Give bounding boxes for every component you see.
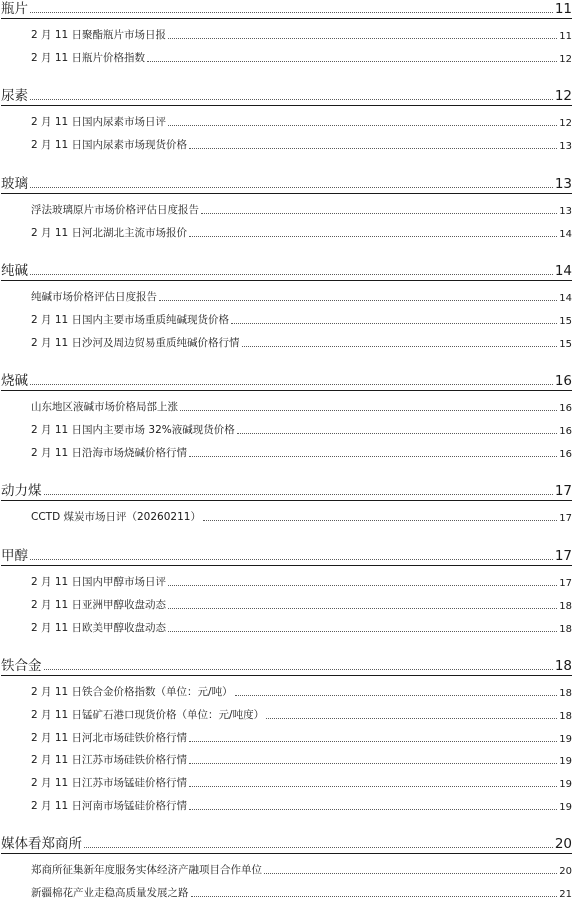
toc-section[interactable]: [1, 0, 572, 17]
toc-entry-title: 2 月 11 日河北市场硅铁价格行情: [31, 731, 188, 744]
toc-entry-title: 郑商所征集新年度服务实体经济产融项目合作单位: [31, 864, 262, 877]
toc-section-page-number: 14: [554, 263, 572, 280]
toc-entry-page-number: 16: [559, 448, 572, 460]
toc-entry[interactable]: [31, 617, 572, 635]
dot-leader: [168, 607, 557, 609]
toc-entry-title: 2 月 11 日国内甲醇市场日评: [31, 576, 167, 589]
toc-entry[interactable]: [31, 222, 572, 240]
toc-entry-title: 2 月 11 日江苏市场锰硅价格行情: [31, 777, 188, 789]
toc-entry-title: 浮法玻璃原片市场价格评估日度报告: [31, 203, 199, 216]
toc-section-title: 媒体看郑商所: [1, 836, 82, 853]
section-divider: [1, 853, 572, 854]
dot-leader: [168, 37, 557, 39]
toc-entry-title: 2 月 11 日河南市场锰硅价格行情: [31, 799, 188, 812]
dot-leader: [189, 235, 557, 237]
dot-leader: [266, 717, 557, 719]
toc-entry-page-number: 12: [559, 53, 572, 65]
dot-leader: [168, 584, 557, 586]
toc-entry-title: 2 月 11 日国内尿素市场日评: [31, 116, 167, 129]
toc-entry-title: 山东地区液碱市场价格局部上涨: [31, 401, 178, 414]
dot-leader: [189, 740, 557, 742]
toc-section[interactable]: [1, 830, 572, 852]
toc-section[interactable]: [1, 257, 572, 279]
toc-entry-page-number: 17: [559, 513, 572, 525]
toc-entry[interactable]: [31, 859, 572, 877]
dot-leader: [242, 345, 558, 347]
section-divider: [1, 500, 572, 501]
toc-entry-page-number: 14: [559, 228, 572, 240]
toc-entry[interactable]: [31, 681, 572, 699]
toc-entry[interactable]: [31, 506, 572, 524]
toc-section[interactable]: [1, 652, 572, 674]
toc-entry-title: 2 月 11 日江苏市场硅铁价格行情: [31, 754, 188, 767]
toc-section[interactable]: [1, 82, 572, 104]
section-divider: [1, 18, 572, 19]
toc-entry-title: 纯碱市场价格评估日度报告: [31, 291, 157, 304]
toc-entry-page-number: 15: [559, 315, 572, 327]
toc-entry[interactable]: [31, 24, 572, 42]
dot-leader: [201, 212, 557, 214]
toc-section[interactable]: [1, 367, 572, 389]
toc-entry-title: 2 月 11 日国内主要市场 32%液碱现货价格: [31, 424, 235, 436]
toc-entry-page-number: 19: [559, 733, 572, 745]
toc-entry-page-number: 21: [559, 889, 572, 900]
dot-leader: [30, 11, 553, 13]
toc-section[interactable]: [1, 542, 572, 564]
toc-entry-title: 2 月 11 日国内尿素市场现货价格: [31, 139, 188, 152]
dot-leader: [189, 762, 557, 764]
toc-entry-title: 新疆棉花产业走稳高质量发展之路: [31, 887, 189, 900]
toc-entry-page-number: 12: [559, 118, 572, 130]
toc-entry-page-number: 13: [559, 141, 572, 153]
toc-entry-title: 2 月 11 日河北湖北主流市场报价: [31, 226, 188, 239]
dot-leader: [30, 383, 553, 385]
section-divider: [1, 193, 572, 194]
toc-entry[interactable]: [31, 882, 572, 900]
toc-entry-page-number: 14: [559, 293, 572, 305]
dot-leader: [30, 186, 553, 188]
dot-leader: [44, 668, 553, 670]
dot-leader: [30, 273, 553, 275]
dot-leader: [189, 785, 557, 787]
dot-leader: [147, 60, 557, 62]
toc-entry[interactable]: [31, 442, 572, 460]
dot-leader: [44, 493, 553, 495]
toc-entry[interactable]: [31, 772, 572, 790]
toc-entry-page-number: 19: [559, 801, 572, 813]
toc-entry-title: 2 月 11 日铁合金价格指数（单位：元/吨）: [31, 686, 233, 699]
toc-entry-title: 2 月 11 日沙河及周边贸易重质纯碱价格行情: [31, 336, 240, 349]
toc-entry-title: 2 月 11 日欧美甲醇收盘动态: [31, 621, 167, 634]
dot-leader: [237, 432, 558, 434]
toc-entry[interactable]: [31, 727, 572, 745]
toc-entry-page-number: 19: [559, 756, 572, 768]
toc-entry[interactable]: [31, 199, 572, 217]
dot-leader: [180, 409, 557, 411]
toc-entry[interactable]: [31, 795, 572, 813]
toc-entry[interactable]: [31, 749, 572, 767]
toc-section[interactable]: [1, 477, 572, 499]
dot-leader: [159, 299, 557, 301]
toc-section-title: 动力煤: [1, 483, 42, 500]
dot-leader: [191, 895, 558, 897]
toc-entry[interactable]: [31, 704, 572, 722]
toc-entry-page-number: 20: [559, 866, 572, 878]
toc-section-page-number: 17: [554, 483, 572, 500]
section-divider: [1, 390, 572, 391]
toc-section-page-number: 20: [554, 836, 572, 853]
section-divider: [1, 105, 572, 106]
dot-leader: [189, 147, 557, 149]
dot-leader: [84, 846, 553, 848]
dot-leader: [189, 455, 557, 457]
toc-entry-title: CCTD 煤炭市场日评（20260211）: [31, 511, 201, 524]
toc-section-title: 纯碱: [1, 263, 28, 280]
toc-entry[interactable]: [31, 594, 572, 612]
toc-section-title: 烧碱: [1, 373, 28, 390]
toc-entry-page-number: 15: [559, 338, 572, 350]
toc-entry-title: 2 月 11 日沿海市场烧碱价格行情: [31, 446, 188, 459]
toc-entry[interactable]: [31, 309, 572, 327]
toc-section[interactable]: [1, 170, 572, 192]
toc-entry-page-number: 18: [559, 600, 572, 612]
dot-leader: [30, 98, 553, 100]
dot-leader: [203, 519, 557, 521]
toc-section-page-number: 11: [554, 1, 572, 17]
toc-entry-page-number: 11: [559, 31, 572, 42]
dot-leader: [168, 630, 557, 632]
toc-entry[interactable]: [31, 419, 572, 437]
section-divider: [1, 280, 572, 281]
toc-entry-page-number: 18: [559, 710, 572, 722]
toc-section-title: 瓶片: [1, 1, 28, 17]
toc-section-page-number: 18: [554, 658, 572, 675]
toc-entry-title: 2 月 11 日聚酯瓶片市场日报: [31, 29, 167, 41]
toc-section-page-number: 13: [554, 175, 572, 192]
toc-entry-page-number: 13: [559, 205, 572, 217]
toc-section-title: 甲醇: [1, 548, 28, 565]
toc-section-title: 铁合金: [1, 658, 42, 675]
toc-entry-title: 2 月 11 日锰矿石港口现货价格（单位：元/吨度）: [31, 708, 265, 721]
toc-section-page-number: 16: [554, 373, 572, 390]
dot-leader: [30, 558, 553, 560]
toc-entry-page-number: 16: [559, 426, 572, 437]
dot-leader: [235, 694, 558, 696]
toc-entry-title: 2 月 11 日瓶片价格指数: [31, 51, 146, 64]
toc-entry[interactable]: [31, 332, 572, 350]
toc-entry[interactable]: [31, 571, 572, 589]
toc-entry-title: 2 月 11 日亚洲甲醇收盘动态: [31, 598, 167, 611]
toc-entry-page-number: 16: [559, 403, 572, 415]
toc-entry-page-number: 18: [559, 623, 572, 635]
toc-section-page-number: 17: [554, 548, 572, 565]
toc-entry[interactable]: [31, 396, 572, 414]
toc-entry[interactable]: [31, 286, 572, 304]
toc-entry-page-number: 19: [559, 779, 572, 790]
dot-leader: [189, 808, 557, 810]
toc-entry[interactable]: [31, 134, 572, 152]
toc-entry[interactable]: [31, 111, 572, 129]
toc-entry-title: 2 月 11 日国内主要市场重质纯碱现货价格: [31, 313, 230, 326]
section-divider: [1, 675, 572, 676]
dot-leader: [168, 124, 557, 126]
toc-entry-page-number: 18: [559, 688, 572, 700]
toc-entry-page-number: 17: [559, 578, 572, 590]
toc-section-title: 尿素: [1, 88, 28, 105]
dot-leader: [264, 872, 557, 874]
section-divider: [1, 565, 572, 566]
toc-entry[interactable]: [31, 47, 572, 65]
toc-section-title: 玻璃: [1, 175, 28, 192]
dot-leader: [231, 322, 557, 324]
toc-section-page-number: 12: [554, 88, 572, 105]
